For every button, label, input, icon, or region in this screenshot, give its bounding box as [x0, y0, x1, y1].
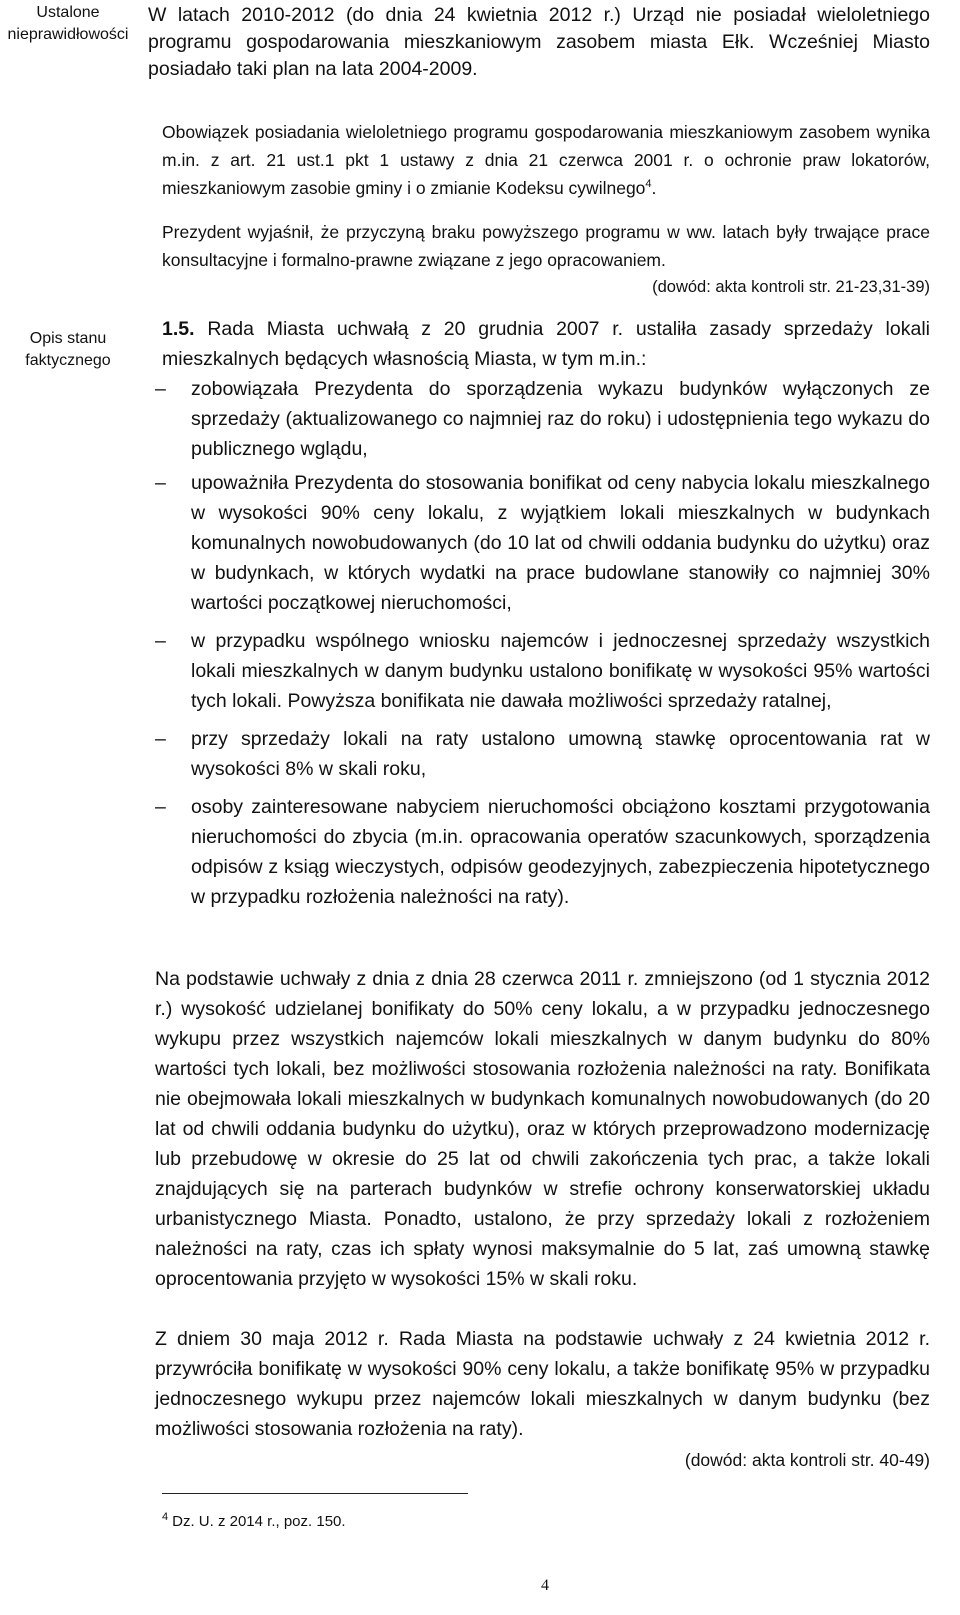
list-item: – przy sprzedaży lokali na raty ustalono umowną stawkę oprocentowania rat w wysokości 8% w skali roku,: [155, 724, 930, 784]
list-item: – w przypadku wspólnego wniosku najemców i jednoczesnej sprzedaży wszystkich lokali mieszkalnych w danym budynku ustalono bonifikatę w wysokości 95% wartości tych lokali. Powyższa bonifikata nie dawała możliwości sprzedaży ratalnej,: [155, 626, 930, 716]
section-intro-text: Rada Miasta uchwałą z 20 grudnia 2007 r. ustaliła zasady sprzedaży lokali mieszkalnych będących własnością Miasta, w tym m.in.:: [162, 318, 930, 370]
margin-label-findings: Ustalone nieprawidłowości: [7, 4, 129, 43]
resolution-2011-paragraph: [155, 964, 930, 1294]
resolution-2012-text: Z dniem 30 maja 2012 r. Rada Miasta na podstawie uchwały z 24 kwietnia 2012 r. przywróciła bonifikatę w wysokości 90% ceny lokalu, a także bonifikatę 95% w przypadku jednoczesnego wykupu przez najemców lokali mieszkalnych w danym budynku (bez możliwości stosowania rozłożenia na raty).: [155, 1328, 930, 1440]
resolution-2011-text: Na podstawie uchwały z dnia z dnia 28 czerwca 2011 r. zmniejszono (od 1 stycznia 2012 r.) wysokość udzielanej bonifikaty do 50% ceny lokalu, a w przypadku jednoczesnego wykupu przez wszystkich najemców lokali mieszkalnych w danym budynku do 80% wartości tych lokali, bez możliwości stosowania rozłożenia należności na raty. Bonifikata nie obejmowała lokali mieszkalnych w budynkach komunalnych nowobudowanych (do 20 lat od chwili oddania budynku do użytku), oraz w których przeprowadzono modernizację lub przebudowę w okresie do 25 lat od chwili zakończenia tych prac, a także lokali znajdujących się na parterach budynków w strefie ochrony konserwatorskiej układu urbanistycznego Miasta. Ponadto, ustalono, że przy sprzedaży lokali z rozłożeniem należności na raty, czas ich spłaty wynosi maksymalnie do 5 lat, zaś umowną stawkę oprocentowania przyjęto w wysokości 15% w skali roku.: [155, 968, 930, 1290]
obligation-end: .: [651, 178, 657, 198]
section-1-5: [162, 314, 930, 374]
footnote-reference: 4: [645, 178, 652, 191]
resolution-2012-paragraph: [155, 1324, 930, 1474]
footnote-divider: [162, 1493, 468, 1494]
section-number: 1.5.: [162, 318, 195, 340]
obligation-text: Obowiązek posiadania wieloletniego programu gospodarowania mieszkaniowym zasobem wynika m.in. z art. 21 ust.1 pkt 1 ustawy z dnia 21 czerwca 2001 r. o ochronie praw lokatorów, mieszkaniowym zasobie gminy i o zmianie Kodeksu cywilnego: [162, 122, 930, 198]
footnote-text: Dz. U. z 2014 r., poz. 150.: [172, 1513, 346, 1530]
evidence-note-2: (dowód: akta kontroli str. 40-49): [684, 1450, 930, 1470]
list-item: – osoby zainteresowane nabyciem nieruchomości obciążono kosztami przygotowania nieruchomości do zbycia (m.in. opracowania operatów szacunkowych, sporządzenia odpisów z ksiąg wieczystych, odpisów geodezyjnych, zabezpieczenia hipotetycznego w przypadku rozłożenia należności na raty).: [155, 792, 930, 912]
footnote: [162, 1507, 346, 1532]
evidence-note-1: (dowód: akta kontroli str. 21-23,31-39): [652, 278, 930, 296]
intro-text: W latach 2010-2012 (do dnia 24 kwietnia 2012 r.) Urząd nie posiadał wieloletniego programu gospodarowania mieszkaniowym zasobem miasta Ełk. Wcześniej Miasto posiadało taki plan na lata 2004-2009.: [148, 4, 930, 80]
president-text: Prezydent wyjaśnił, że przyczyną braku powyższego programu w ww. latach były trwające prace konsultacyjne i formalno-prawne związane z jego opracowaniem.: [162, 222, 930, 270]
section-1-5-list: [155, 374, 930, 912]
list-item: – zobowiązała Prezydenta do sporządzenia wykazu budynków wyłączonych ze sprzedaży (aktualizowanego co najmniej raz do roku) i udostępnienia tego wykazu do publicznego wglądu,: [155, 374, 930, 464]
obligation-paragraph: [162, 118, 930, 202]
president-paragraph: [162, 218, 930, 300]
page-number: 4: [541, 1577, 549, 1594]
intro-paragraph: [148, 2, 930, 83]
footnote-mark: 4: [162, 1511, 169, 1523]
margin-label-facts: Opis stanu faktycznego: [25, 330, 111, 369]
list-item: – upoważniła Prezydenta do stosowania bonifikat od ceny nabycia lokalu mieszkalnego w wysokości 90% ceny lokalu, z wyjątkiem lokali mieszkalnych w budynkach komunalnych nowobudowanych (do 10 lat od chwili oddania budynku do użytku) oraz w budynkach, w których wydatki na prace budowlane stanowiły co najmniej 30% wartości początkowej nieruchomości,: [155, 468, 930, 618]
